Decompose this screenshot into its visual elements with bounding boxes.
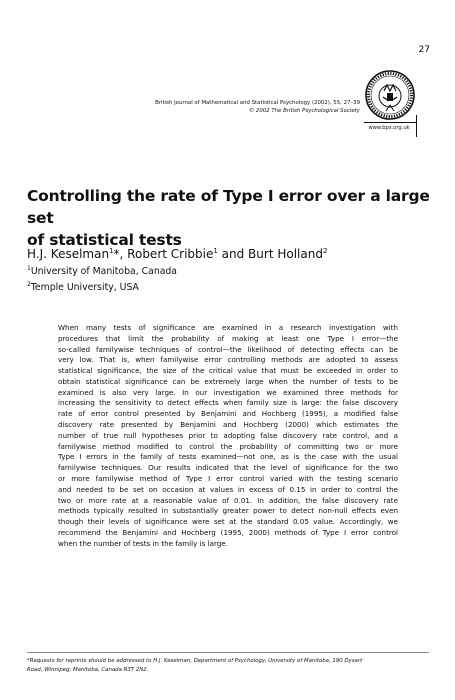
footnote bbox=[27, 657, 432, 675]
abstract bbox=[58, 323, 398, 549]
title-line: Controlling the rate of Type I error over a large set bbox=[27, 187, 430, 227]
author-name: , Robert Cribbie bbox=[119, 247, 214, 261]
affiliation-mark: 1 bbox=[213, 247, 218, 255]
journal-citation bbox=[110, 99, 360, 115]
affiliation bbox=[27, 265, 427, 277]
affiliation-mark: 1 bbox=[109, 247, 114, 255]
abstract-line: number of true null hypotheses prior to adopting false discovery rate control, and a bbox=[58, 430, 398, 440]
corresponding-mark: * bbox=[113, 247, 120, 261]
abstract-line: rate of error control presented by Benjamini and Hochberg (1995), a modified false bbox=[58, 409, 398, 419]
bps-seal-icon bbox=[364, 69, 416, 121]
abstract-line: though their levels of significance were set at the standard 0.05 value. Accordingly, we bbox=[58, 517, 398, 527]
abstract-line: and needed to be set on occasion at values in excess of 0.15 in order to control the bbox=[58, 484, 398, 494]
abstract-line: very low. That is, when familywise error controlling methods are adopted to assess bbox=[58, 355, 398, 365]
abstract-line: familywise method modified to control the probability of committing two or more bbox=[58, 441, 398, 451]
abstract-line: increasing the sensitivity to detect effects when family size is large: the false discovery bbox=[58, 398, 398, 408]
author-name: and Burt Holland bbox=[217, 247, 323, 261]
page-number: 27 bbox=[418, 45, 430, 55]
abstract-line: procedures that limit the probability of making at least one Type I error—the bbox=[58, 333, 398, 343]
abstract-line: when the number of tests in the family is large. bbox=[58, 538, 228, 548]
bps-seal-graphic bbox=[364, 69, 416, 121]
abstract-line: statistical significance, the size of the critical value that must be exceeded in order to bbox=[58, 366, 398, 376]
abstract-line: methods typically resulted in substantially greater power to detect non-null effects even bbox=[58, 506, 398, 516]
logo-rule-horizontal bbox=[364, 122, 416, 123]
abstract-line: examined is also very large. In our investigation we examined three methods for bbox=[58, 387, 398, 397]
footnote-line: Road, Winnipeg, Manitoba, Canada R3T 2N2. bbox=[27, 667, 149, 673]
copyright-line: © 2002 The British Psychological Society bbox=[248, 108, 360, 114]
title-line: of statistical tests bbox=[27, 231, 182, 249]
affiliation bbox=[27, 281, 427, 293]
abstract-line: familywise techniques. Our results indicated that the level of significance for the two bbox=[58, 463, 398, 473]
abstract-line: When many tests of significance are examined in a research investigation with bbox=[58, 323, 398, 332]
abstract-line: Type I errors in the family of tests examined—not one, as is the case with the usual bbox=[58, 452, 398, 462]
abstract-line: so-called familywise techniques of control—the likelihood of detecting effects can be bbox=[58, 344, 398, 354]
author-name: H.J. Keselman bbox=[27, 247, 110, 261]
abstract-line: two or more rate at a reasonable value of 0.01. In addition, the false discovery rate bbox=[58, 495, 398, 505]
footnote-divider bbox=[27, 652, 429, 653]
affiliation-text: Temple University, USA bbox=[30, 282, 139, 294]
journal-line: British Journal of Mathematical and Statistical Psychology (2002), 55, 27–39 bbox=[155, 100, 360, 106]
journal-url: www.bps.org.uk bbox=[368, 125, 410, 131]
affiliation-number: 1 bbox=[27, 265, 31, 272]
affiliation-mark: 2 bbox=[322, 247, 328, 255]
affiliation-text: University of Manitoba, Canada bbox=[30, 266, 178, 278]
affiliation-number: 2 bbox=[27, 281, 31, 288]
article-title bbox=[27, 185, 437, 251]
author-list bbox=[27, 247, 437, 261]
abstract-line: recommend the Benjamini and Hochberg (1995, 2000) methods of Type I error control bbox=[58, 527, 398, 537]
abstract-line: or more familywise method of Type I error control varied with the testing scenario bbox=[58, 473, 398, 483]
abstract-line: obtain statistical significance can be extremely large when the number of tests to be bbox=[58, 376, 398, 386]
abstract-line: discovery rate presented by Benjamini and Hochberg (2000) which estimates the bbox=[58, 420, 398, 430]
footnote-line: *Requests for reprints should be addressed to H.J. Keselman, Department of Psychology, University of Manitoba, 190 Dysart bbox=[27, 658, 363, 664]
